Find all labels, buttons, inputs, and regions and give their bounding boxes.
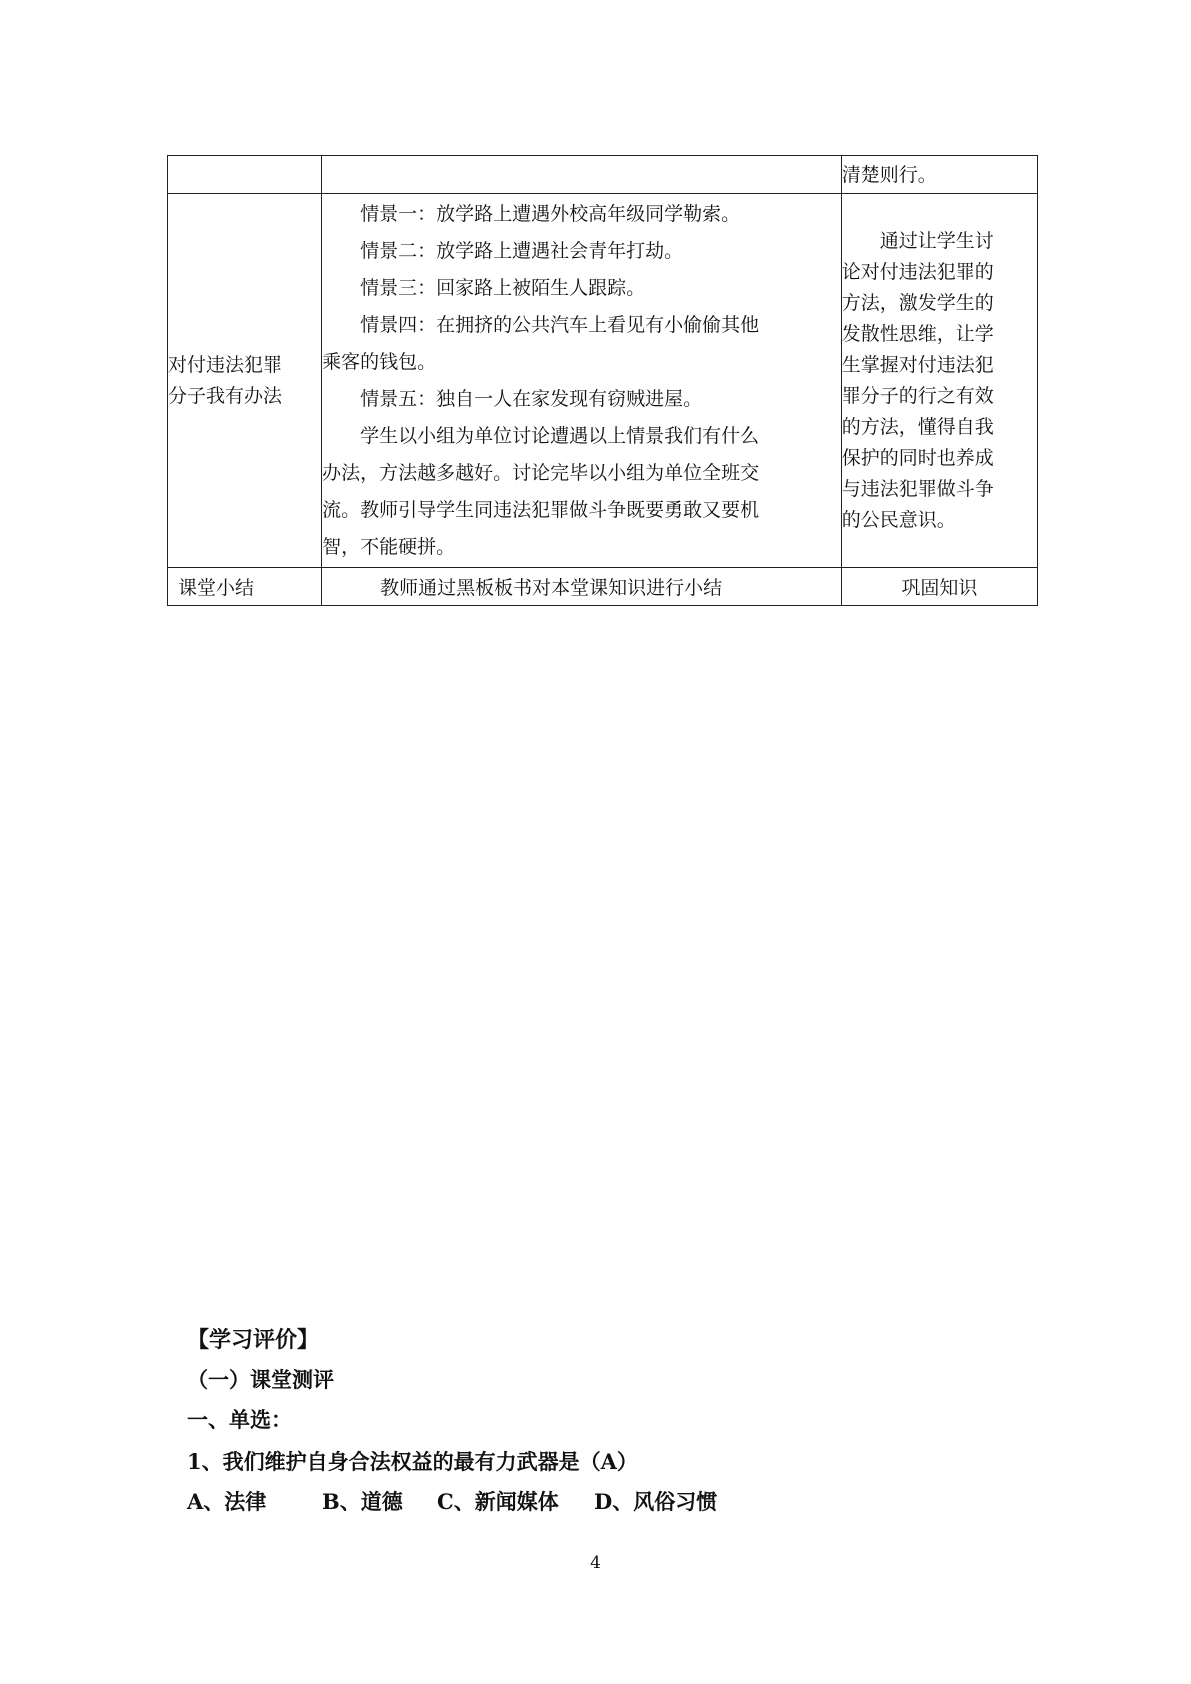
- table-cell-purpose: [841, 194, 1037, 568]
- scenario-text: 情景五：独自一人在家发现有窃贼进屋。: [360, 387, 703, 410]
- section-heading: 【学习评价】: [187, 1327, 320, 1353]
- answer-option: A、法律: [187, 1489, 267, 1514]
- purpose-line: 方法，激发学生的: [841, 291, 994, 314]
- table-cell-stage: [168, 194, 322, 568]
- purpose-line: 发散性思维，让学: [841, 322, 994, 345]
- answer-option: B、道德: [322, 1489, 403, 1514]
- table-cell-purpose: 巩固知识: [841, 568, 1037, 606]
- purpose-line: 与违法犯罪做斗争: [841, 477, 994, 500]
- discussion-text: 智，不能硬拼。: [322, 535, 456, 558]
- table-row: [168, 156, 1038, 194]
- subsection-heading: （一）课堂测评: [187, 1367, 334, 1392]
- discussion-text: 流。教师引导学生同违法犯罪做斗争既要勇敢又要机: [322, 498, 760, 521]
- lesson-plan-table: [167, 155, 1038, 606]
- table-cell-activity: 教师通过黑板板书对本堂课知识进行小结: [322, 568, 842, 606]
- learning-evaluation-section: [187, 1320, 717, 1522]
- purpose-line: 保护的同时也养成: [841, 446, 994, 469]
- table-cell-activity: [322, 156, 842, 194]
- purpose-line: 通过让学生讨: [879, 229, 994, 252]
- table-cell-purpose: 清楚则行。: [841, 156, 1037, 194]
- scenario-text: 情景一：放学路上遭遇外校高年级同学勒索。: [360, 202, 741, 225]
- page-number: 4: [590, 1553, 601, 1573]
- scenario-text: 情景四：在拥挤的公共汽车上看见有小偷偷其他: [360, 313, 760, 336]
- stage-label-line: 分子我有办法: [168, 384, 283, 407]
- purpose-line: 的公民意识。: [841, 508, 956, 531]
- question-type-heading: 一、单选：: [187, 1407, 292, 1432]
- purpose-line: 论对付违法犯罪的: [841, 260, 994, 283]
- question-text: 1、我们维护自身合法权益的最有力武器是（A）: [187, 1449, 638, 1474]
- table-cell-stage: 课堂小结: [168, 568, 322, 606]
- discussion-text: 办法，方法越多越好。讨论完毕以小组为单位全班交: [322, 461, 760, 484]
- table-cell-stage: [168, 156, 322, 194]
- table-row: [168, 568, 1038, 606]
- answer-options: [187, 1482, 717, 1522]
- stage-label-line: 对付违法犯罪: [168, 353, 283, 376]
- answer-option: C、新闻媒体: [437, 1489, 559, 1514]
- purpose-line: 罪分子的行之有效: [841, 384, 994, 407]
- table-row: [168, 194, 1038, 568]
- discussion-text: 学生以小组为单位讨论遭遇以上情景我们有什么: [360, 424, 760, 447]
- purpose-line: 生掌握对付违法犯: [841, 353, 994, 376]
- scenario-text: 乘客的钱包。: [322, 350, 437, 373]
- scenario-text: 情景三：回家路上被陌生人跟踪。: [360, 276, 646, 299]
- table-cell-activity: [322, 194, 842, 568]
- purpose-line: 的方法，懂得自我: [841, 415, 994, 438]
- scenario-text: 情景二：放学路上遭遇社会青年打劫。: [360, 239, 684, 262]
- answer-option: D、风俗习惯: [594, 1489, 718, 1514]
